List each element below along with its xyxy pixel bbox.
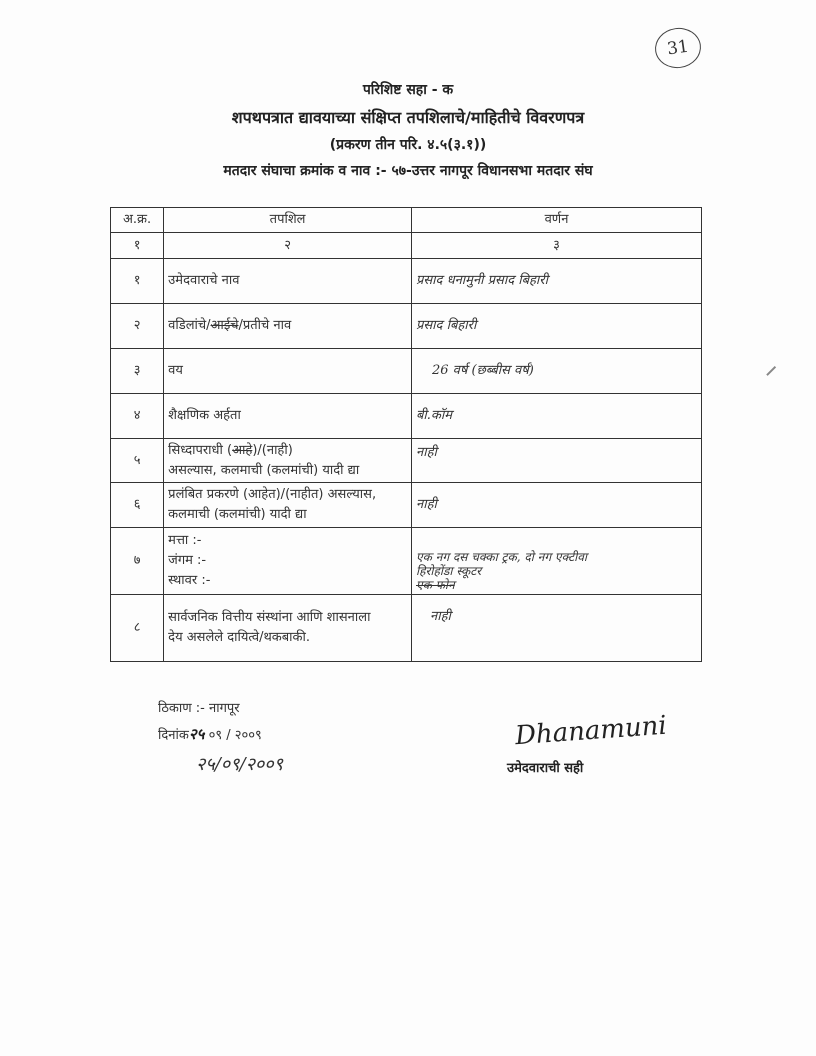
- row-label-line2: देय असलेले दायित्वे/थकबाकी.: [168, 630, 311, 645]
- row-label-line1: सार्वजनिक वित्तीय संस्थांना आणि शासनाला: [168, 610, 371, 625]
- row-value: प्रसाद बिहारी: [412, 304, 702, 349]
- row-value: बी.कॉम: [412, 394, 702, 439]
- row-number: ३: [111, 349, 164, 394]
- struck-text: आईचे: [210, 318, 239, 333]
- row-number: १: [111, 259, 164, 304]
- date-label: दिनांक: [158, 728, 189, 743]
- row-label: वय: [164, 349, 412, 394]
- row-label: [164, 304, 412, 349]
- asset-line3: एक फोन: [416, 578, 455, 592]
- label-part: सिध्दापराधी (: [168, 442, 233, 458]
- asset-line2: हिरोहोंडा स्कूटर: [416, 564, 482, 578]
- table-row: [111, 528, 702, 595]
- table-row: [111, 483, 702, 528]
- row-label: [164, 439, 412, 483]
- document-title: शपथपत्रात द्यावयाच्या संक्षिप्त तपशिलाचे/माहितीचे विवरणपत्र: [231, 108, 585, 127]
- label-part: वडिलांचे/: [168, 318, 211, 333]
- row-number: ६: [111, 483, 164, 528]
- details-table: [110, 207, 702, 662]
- row-value: नाही: [412, 439, 702, 483]
- label-part: /प्रतीचे नाव: [238, 318, 292, 333]
- row-value: नाही: [412, 595, 702, 662]
- row-number: २: [111, 304, 164, 349]
- date-handwritten-day: २५: [188, 725, 205, 743]
- row-value: 26 वर्ष (छब्बीस वर्ष): [412, 349, 702, 394]
- row-label-line1: प्रलंबित प्रकरणे (आहेत)/(नाहीत) असल्यास,: [168, 487, 377, 502]
- chapter-reference: (प्रकरण तीन परि. ४.५(३.१)): [329, 137, 487, 153]
- stray-mark: [766, 366, 776, 376]
- row-number: ५: [111, 439, 164, 483]
- row-label-line3: स्थावर :-: [168, 573, 211, 588]
- header-description: वर्णन: [412, 208, 702, 233]
- table-header-row: [111, 208, 702, 233]
- date-line: [158, 724, 262, 744]
- row-number: ८: [111, 595, 164, 662]
- table-row: [111, 439, 702, 483]
- place: ठिकाण :- नागपूर: [158, 701, 240, 716]
- struck-text: आहे: [232, 442, 253, 458]
- table-row: [111, 349, 702, 394]
- row-number: ४: [111, 394, 164, 439]
- row-value: प्रसाद धनामुनी प्रसाद बिहारी: [412, 259, 702, 304]
- column-number: २: [164, 233, 412, 259]
- constituency-line: मतदार संघाचा क्रमांक व नाव :- ५७-उत्तर नागपूर विधानसभा मतदार संघ: [223, 163, 593, 179]
- row-label-line2: असल्यास, कलमाची (कलमांची) यादी द्या: [168, 462, 360, 478]
- row-label: [164, 595, 412, 662]
- row-value: नाही: [412, 483, 702, 528]
- row-label: [164, 483, 412, 528]
- row-label-line2: जंगम :-: [168, 553, 207, 568]
- asset-line1: एक नग दस चक्का ट्रक, दो नग एक्टीवा: [416, 550, 588, 564]
- row-label: शैक्षणिक अर्हता: [164, 394, 412, 439]
- header-details: तपशिल: [164, 208, 412, 233]
- row-number: ७: [111, 528, 164, 595]
- table-row: [111, 595, 702, 662]
- column-number-row: [111, 233, 702, 259]
- column-number: ३: [412, 233, 702, 259]
- date-printed: ०९ / २००९: [208, 728, 262, 743]
- table-row: [111, 394, 702, 439]
- signature-label: उमेदवाराची सही: [507, 761, 584, 776]
- row-label-line2: कलमाची (कलमांची) यादी द्या: [168, 507, 307, 522]
- page-number: 31: [652, 25, 703, 71]
- column-number: १: [111, 233, 164, 259]
- row-value: [412, 528, 702, 595]
- header-serial: अ.क्र.: [111, 208, 164, 233]
- table-row: [111, 304, 702, 349]
- row-label: [164, 528, 412, 595]
- appendix-title: परिशिष्ट सहा - क: [362, 82, 454, 98]
- row-label: उमेदवाराचे नाव: [164, 259, 412, 304]
- signature: Dhanamuni: [514, 710, 668, 752]
- label-part: )/(नाही): [252, 442, 293, 458]
- row-label-line1: मत्ता :-: [168, 533, 202, 548]
- date-handwritten: २५/०९/२००९: [196, 754, 284, 775]
- table-row: [111, 259, 702, 304]
